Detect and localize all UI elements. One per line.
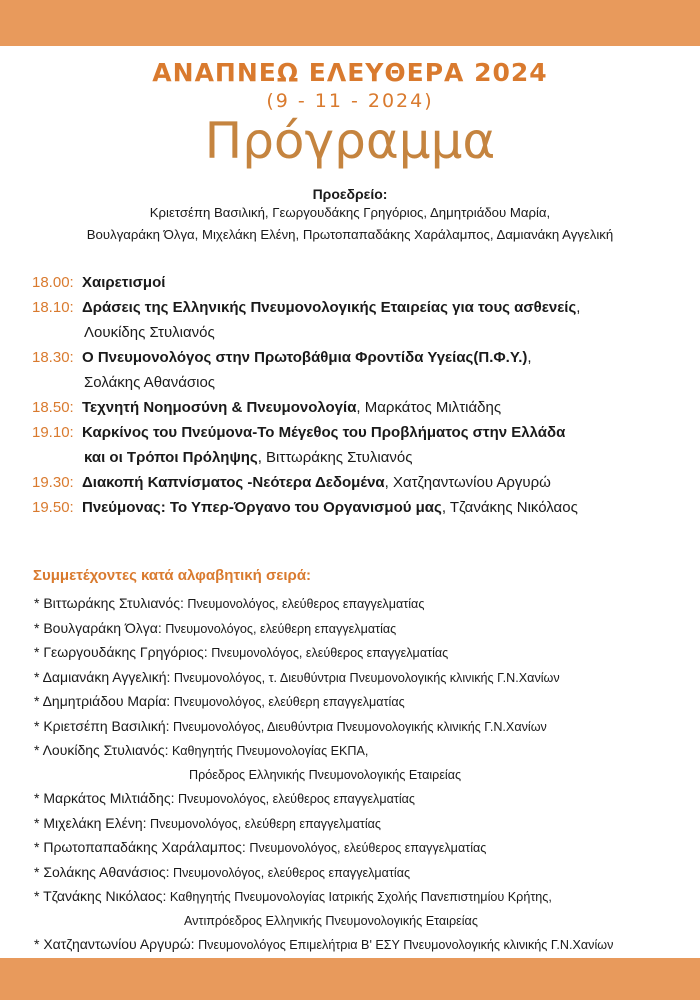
participant-item (34, 641, 684, 666)
participant-name: * Βουλγαράκη Όλγα: (34, 619, 162, 636)
schedule-title: Τεχνητή Νοημοσύνη & Πνευμονολογία (82, 399, 357, 416)
schedule-separator: , (576, 299, 581, 316)
schedule-time: 19.10: (32, 424, 74, 441)
participant-item (34, 836, 684, 861)
participant-role: Πνευμονολόγος, ελεύθερος επαγγελματίας (173, 865, 411, 880)
schedule-time: 18.50: (32, 399, 74, 416)
participant-role: Πνευμονολόγος, ελεύθερος επαγγελματίας (187, 597, 425, 611)
participant-name: * Γεωργουδάκης Γρηγόριος: (34, 644, 208, 660)
schedule-title: Δράσεις της Ελληνικής Πνευμονολογικής Εταιρείας για τους ασθενείς (82, 299, 577, 316)
schedule-time: 18.30: (32, 349, 74, 366)
schedule-speaker: , Χατζηαντωνίου Αργυρώ (384, 474, 551, 491)
participant-role: Πνευμονολόγος, ελεύθερη επαγγελματίας (150, 816, 381, 831)
schedule-time: 18.00: (32, 274, 74, 291)
participants-heading: Συμμετέχοντες κατά αλφαβητική σειρά: (33, 567, 312, 584)
schedule-title: Πνεύμονας: Το Υπερ-Όργανο του Οργανισμού μας (82, 499, 442, 516)
participant-role: Πνευμονολόγος, ελεύθερη επαγγελματίας (165, 621, 397, 636)
participant-item (34, 617, 684, 642)
schedule-time: 18.10: (32, 299, 74, 316)
participant-item (34, 739, 684, 764)
schedule-item (32, 495, 682, 520)
participant-item (34, 812, 684, 837)
schedule-speaker: , Τζανάκης Νικόλαος (441, 499, 578, 516)
participant-role: Πνευμονολόγος Επιμελήτρια Β' ΕΣΥ Πνευμονολογικής κλινικής Γ.Ν.Χανίων (198, 938, 614, 952)
participant-item (34, 861, 684, 886)
participant-role: Πνευμονολόγος, ελεύθερη επαγγελματίας (173, 695, 405, 709)
participant-item (34, 885, 684, 910)
presidium-line-2: Βουλγαράκη Όλγα, Μιχελάκη Ελένη, Πρωτοπαπαδάκης Χαράλαμπος, Δαμιανάκη Αγγελική (86, 227, 614, 242)
participant-role-cont: Πρόεδρος Ελληνικής Πνευμονολογικής Εταιρείας (189, 767, 462, 782)
schedule-separator: , (527, 349, 532, 366)
top-band (0, 0, 700, 46)
participant-name: * Κριετσέπη Βασιλική: (34, 717, 170, 734)
schedule-item (32, 345, 682, 370)
participant-name: * Μιχελάκη Ελένη: (34, 814, 147, 831)
participant-name: * Μαρκάτος Μιλτιάδης: (34, 790, 175, 806)
schedule-title: Ο Πνευμονολόγος στην Πρωτοβάθμια Φροντίδα Υγείας(Π.Φ.Υ.) (82, 349, 528, 366)
schedule-title: Διακοπή Καπνίσματος -Νεότερα Δεδομένα (82, 474, 385, 491)
schedule-time: 19.30: (32, 474, 74, 491)
participant-item (34, 666, 684, 691)
schedule-item (32, 470, 682, 495)
participant-item (34, 787, 684, 812)
participant-name: * Βιττωράκης Στυλιανός: (34, 595, 184, 611)
participant-name: * Σολάκης Αθανάσιος: (34, 863, 170, 880)
participant-role-cont: Αντιπρόεδρος Ελληνικής Πνευμονολογικής Εταιρείας (184, 913, 478, 928)
schedule-title-cont: και οι Τρόποι Πρόληψης (84, 449, 258, 466)
schedule (32, 270, 682, 520)
bottom-band (0, 958, 700, 1000)
participant-item (34, 933, 684, 958)
presidium-line-1: Κριετσέπη Βασιλική, Γεωργουδάκης Γρηγόριος, Δημητριάδου Μαρία, (149, 205, 551, 220)
schedule-item (32, 295, 682, 320)
participant-role: Καθηγητής Πνευμονολογίας ΕΚΠΑ, (171, 744, 369, 758)
event-date: (9 - 11 - 2024) (266, 90, 434, 112)
participant-name: * Λουκίδης Στυλιανός: (34, 742, 169, 758)
participant-name: * Χατζηαντωνίου Αργυρώ: (34, 936, 195, 952)
schedule-speaker: , Μαρκάτος Μιλτιάδης (356, 399, 502, 416)
presidium-block (0, 186, 700, 246)
schedule-item (32, 420, 682, 445)
schedule-time: 19.50: (32, 499, 74, 516)
participant-role: Πνευμονολόγος, ελεύθερος επαγγελματίας (177, 792, 415, 806)
schedule-title: Καρκίνος του Πνεύμονα-Το Μέγεθος του Προβλήματος στην Ελλάδα (82, 424, 566, 441)
schedule-title: Χαιρετισμοί (82, 274, 166, 291)
schedule-continuation (32, 445, 682, 470)
participant-item (34, 592, 684, 617)
participant-name: * Δημητριάδου Μαρία: (34, 693, 171, 709)
presidium-label: Προεδρείο: (312, 186, 388, 202)
event-title: ΑΝΑΠΝΕΩ ΕΛΕΥΘΕΡΑ 2024 (152, 58, 548, 87)
schedule-speaker: Λουκίδης Στυλιανός (84, 324, 215, 341)
participant-item (34, 715, 684, 740)
participant-name: * Πρωτοπαπαδάκης Χαράλαμπος: (34, 839, 246, 855)
participant-role: Πνευμονολόγος, Διευθύντρια Πνευμονολογικής κλινικής Γ.Ν.Χανίων (173, 719, 547, 734)
participants-list (34, 592, 684, 958)
schedule-item (32, 270, 682, 295)
schedule-speaker: Σολάκης Αθανάσιος (84, 374, 216, 391)
participant-role: Πνευμονολόγος, τ. Διευθύντρια Πνευμονολογικής κλινικής Γ.Ν.Χανίων (173, 670, 560, 685)
participant-item (34, 690, 684, 715)
participant-role: Πνευμονολόγος, ελεύθερος επαγγελματίας (249, 841, 487, 855)
participant-name: * Τζανάκης Νικόλαος: (34, 888, 167, 904)
schedule-speaker: , Βιττωράκης Στυλιανός (257, 449, 413, 466)
participant-name: * Δαμιανάκη Αγγελική: (34, 668, 171, 685)
participant-role: Καθηγητής Πνευμονολογίας Ιατρικής Σχολής Πανεπιστημίου Κρήτης, (169, 890, 552, 904)
schedule-item (32, 395, 682, 420)
page-heading: Πρόγραμμα (204, 112, 496, 170)
participant-role: Πνευμονολόγος, ελεύθερος επαγγελματίας (211, 646, 449, 660)
